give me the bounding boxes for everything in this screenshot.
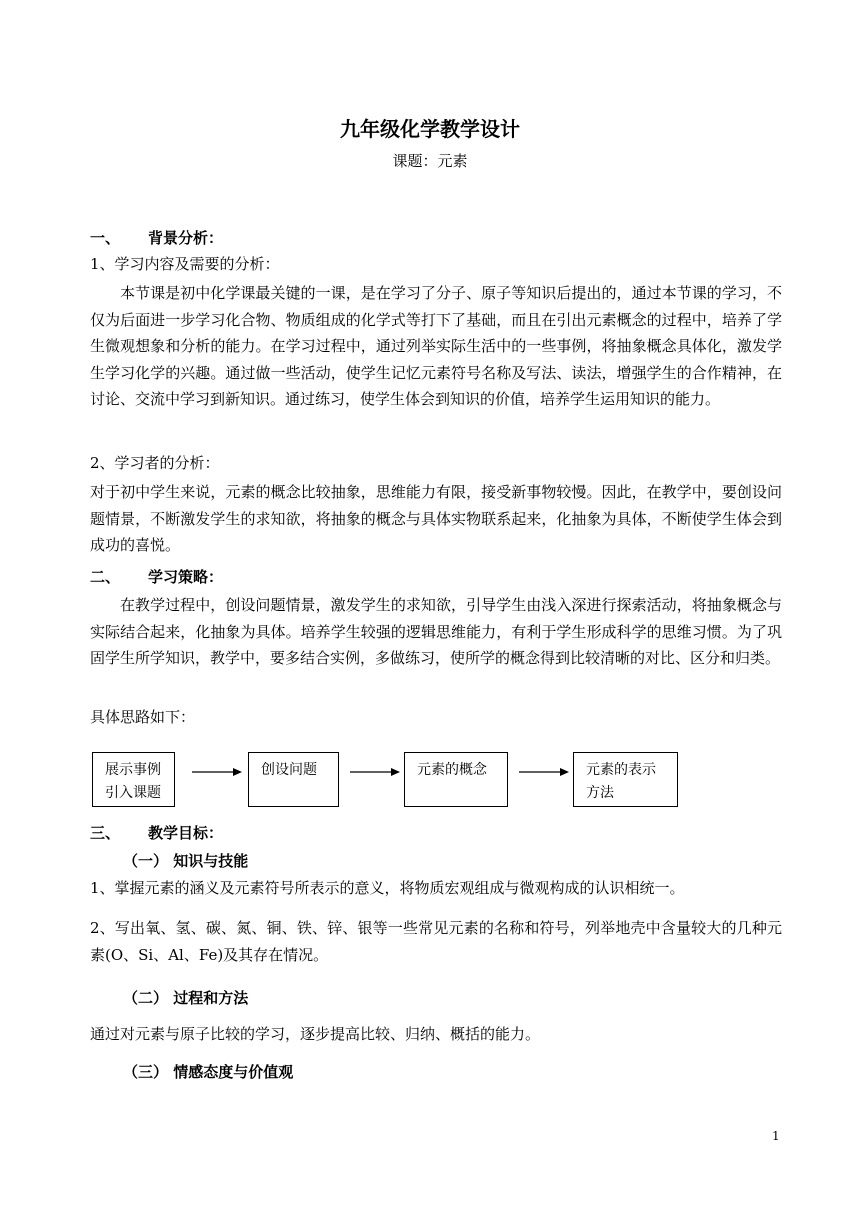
flow-step-1: 展示事例 引入课题 [92,752,175,807]
goal-1-item-1: 1、掌握元素的涵义及元素符号所表示的意义，将物质宏观组成与微观构成的认识相统一。 [90,879,685,897]
subsection-1-heading: 1、学习内容及需要的分析： [90,255,280,273]
flow-arrow-2 [350,766,400,778]
section-3-heading [90,822,223,844]
flow-step-4: 元素的表示 方法 [573,752,678,807]
section-1-title: 背景分析： [148,229,224,247]
lesson-topic: 课题：元素 [392,152,468,170]
goal-2-heading: （二） 过程和方法 [123,989,249,1007]
flow-arrow-1 [192,766,242,778]
section-1-heading [90,227,223,249]
subsection-2-heading: 2、学习者的分析： [90,454,220,472]
section-2-paragraph: 在教学过程中，创设问题情景，激发学生的求知欲，引导学生由浅入深进行探索活动，将抽象概念与实际结合起来，化抽象为具体。培养学生较强的逻辑思维能力，有利于学生形成科学的思维习惯。为了巩固学生所学知识，教学中，要多结合实例，多做练习，使所学的概念得到比较清晰的对比、区分和归类。 [90,596,782,667]
flow-step-3: 元素的概念 [404,752,508,807]
goal-1-item-2: 2、写出氧、氢、碳、氮、铜、铁、锌、银等一些常见元素的名称和符号，列举地壳中含量较大的几种元素(O、Si、Al、Fe)及其存在情况。 [90,919,782,964]
flow-intro: 具体思路如下： [90,708,196,726]
section-3-title: 教学目标： [148,824,224,842]
section-1-number: 一、 [90,229,121,247]
subsection-2-paragraph: 对于初中学生来说，元素的概念比较抽象，思维能力有限，接受新事物较慢。因此，在教学中，要创设问题情景，不断激发学生的求知欲，将抽象的概念与具体实物联系起来，化抽象为具体，不断使学生体会到成功的喜悦。 [90,483,782,554]
section-2-title: 学习策略： [148,568,224,586]
goal-2-body: 通过对元素与原子比较的学习，逐步提高比较、归纳、概括的能力。 [90,1025,541,1043]
section-3-number: 三、 [90,824,121,842]
flow-arrow-3 [519,766,569,778]
flow-step-2: 创设问题 [248,752,339,807]
section-2-heading [90,566,223,588]
subsection-1-paragraph: 本节课是初中化学课最关键的一课，是在学习了分子、原子等知识后提出的，通过本节课的学习，不仅为后面进一步学习化合物、物质组成的化学式等打下了基础，而且在引出元素概念的过程中，培养了学生微观想象和分析的能力。在学习过程中，通过列举实际生活中的一些事例，将抽象概念具体化，激发学生学习化学的兴趣。通过做一些活动，使学生记忆元素符号名称及写法、读法，增强学生的合作精神，在讨论、交流中学习到新知识。通过练习，使学生体会到知识的价值，培养学生运用知识的能力。 [90,284,782,408]
goal-1-heading: （一） 知识与技能 [123,852,249,870]
goal-3-heading: （三） 情感态度与价值观 [123,1063,294,1081]
page-number: 1 [772,1129,780,1143]
document-title: 九年级化学教学设计 [340,117,520,141]
section-2-number: 二、 [90,568,121,586]
